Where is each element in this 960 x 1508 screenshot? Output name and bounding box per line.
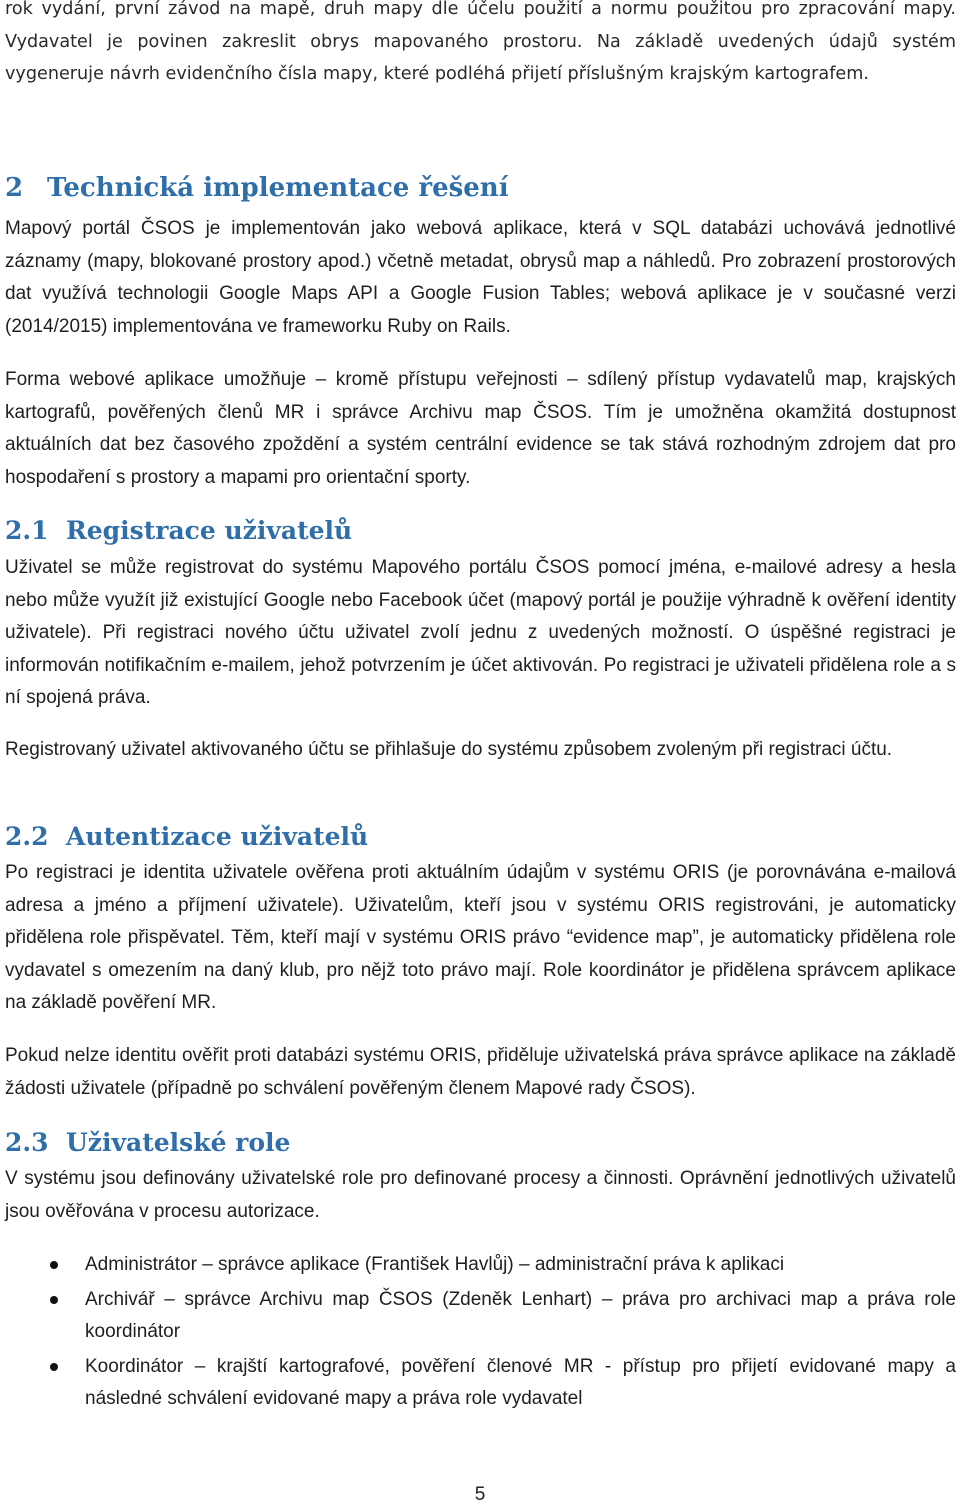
bullet-icon (50, 1363, 58, 1371)
list-item (0, 1284, 956, 1349)
section-2-paragraph-2: Forma webové aplikace umožňuje – kromě přístupu veřejnosti – sdílený přístup vydavatelů map, krajských kartografů, pověřených členů MR i správce Archivu map ČSOS. Tím je umožněna okamžitá dostupnost aktuálních dat bez časového zpoždění a systém centrální evidence se tak stává rozhodným zdrojem dat pro hospodaření s prostory a mapami pro orientační sporty. (5, 369, 956, 488)
section-title: Autentizace uživatelů (66, 822, 369, 851)
list-item-text: Archivář – správce Archivu map ČSOS (Zdeněk Lenhart) – práva pro archivaci map a práva role koordinátor (85, 1288, 956, 1342)
section-title: Uživatelské role (66, 1128, 291, 1157)
section-2-2-paragraph-1: Po registraci je identita uživatele ověřena proti aktuálním údajům v systému ORIS (je porovnávána e-mailová adresa a jméno a příjmení uživatele). Uživatelům, kteří jsou v systému ORIS registrováni, je automaticky přidělena role přispěvatel. Těm, kteří mají v systému ORIS právo “evidence map”, je automaticky přidělena role vydavatel s omezením na daný klub, pro nějž toto právo mají. Role koordinátor je přidělena správcem aplikace na základě pověření MR. (5, 862, 956, 1013)
intro-paragraph: rok vydání, první závod na mapě, druh mapy dle účelu použití a normu použitou pro zpracování mapy. Vydavatel je povinen zakreslit obrys mapovaného prostoru. Na základě uvedených údajů systém vygeneruje návrh evidenčního čísla mapy, které podléhá přijetí příslušným krajským kartografem. (5, 0, 956, 84)
section-2-paragraph-1: Mapový portál ČSOS je implementován jako webová aplikace, která v SQL databázi uchovává jednotlivé záznamy (mapy, blokované prostory apod.) včetně metadat, obrysů map a náhledů. Pro zobrazení prostorových dat využívá technologii Google Maps API a Google Fusion Tables; webová aplikace je v současné verzi (2014/2015) implementována ve frameworku Ruby on Rails. (5, 218, 956, 337)
section-heading-2-1 (5, 516, 352, 545)
list-item (0, 1351, 956, 1416)
roles-list (0, 1249, 956, 1418)
section-title: Technická implementace řešení (47, 173, 509, 203)
section-2-1-paragraph-1: Uživatel se může registrovat do systému Mapového portálu ČSOS pomocí jména, e-mailové adresy a hesla nebo může využít již existující Google nebo Facebook účet (mapový portál je použije výhradně k ověření identity uživatele). Při registraci nového účtu uživatel zvolí jednu z uvedených možností. O úspěšné registraci je informován notifikačním e-mailem, jehož potvrzením je účet aktivován. Po registraci je uživateli přidělena role a s ní spojená práva. (5, 557, 956, 708)
list-item (0, 1249, 956, 1282)
bullet-icon (50, 1261, 58, 1269)
section-title: Registrace uživatelů (66, 516, 353, 545)
page-number: 5 (474, 1484, 486, 1505)
section-number: 2.3 (5, 1128, 49, 1157)
list-item-text: Administrátor – správce aplikace (František Havlůj) – administrační práva k aplikaci (85, 1254, 785, 1275)
section-2-1-paragraph-2: Registrovaný uživatel aktivovaného účtu se přihlašuje do systému způsobem zvoleným při registraci účtu. (5, 739, 893, 760)
section-number: 2.2 (5, 822, 49, 851)
section-heading-2 (5, 173, 509, 203)
list-item-text: Koordinátor – krajští kartografové, pověření členové MR - přístup pro přijetí evidované mapy a následné schválení evidované mapy a práva role vydavatel (85, 1355, 956, 1409)
section-2-3-paragraph-1: V systému jsou definovány uživatelské role pro definované procesy a činnosti. Oprávnění jednotlivých uživatelů jsou ověřována v procesu autorizace. (5, 1168, 956, 1222)
bullet-icon (50, 1296, 58, 1304)
section-number: 2.1 (5, 516, 49, 545)
section-number: 2 (5, 173, 24, 203)
section-heading-2-3 (5, 1128, 290, 1157)
section-2-2-paragraph-2: Pokud nelze identitu ověřit proti databázi systému ORIS, přiděluje uživatelská práva správce aplikace na základě žádosti uživatele (případně po schválení pověřeným členem Mapové rady ČSOS). (5, 1045, 956, 1099)
section-heading-2-2 (5, 822, 368, 851)
